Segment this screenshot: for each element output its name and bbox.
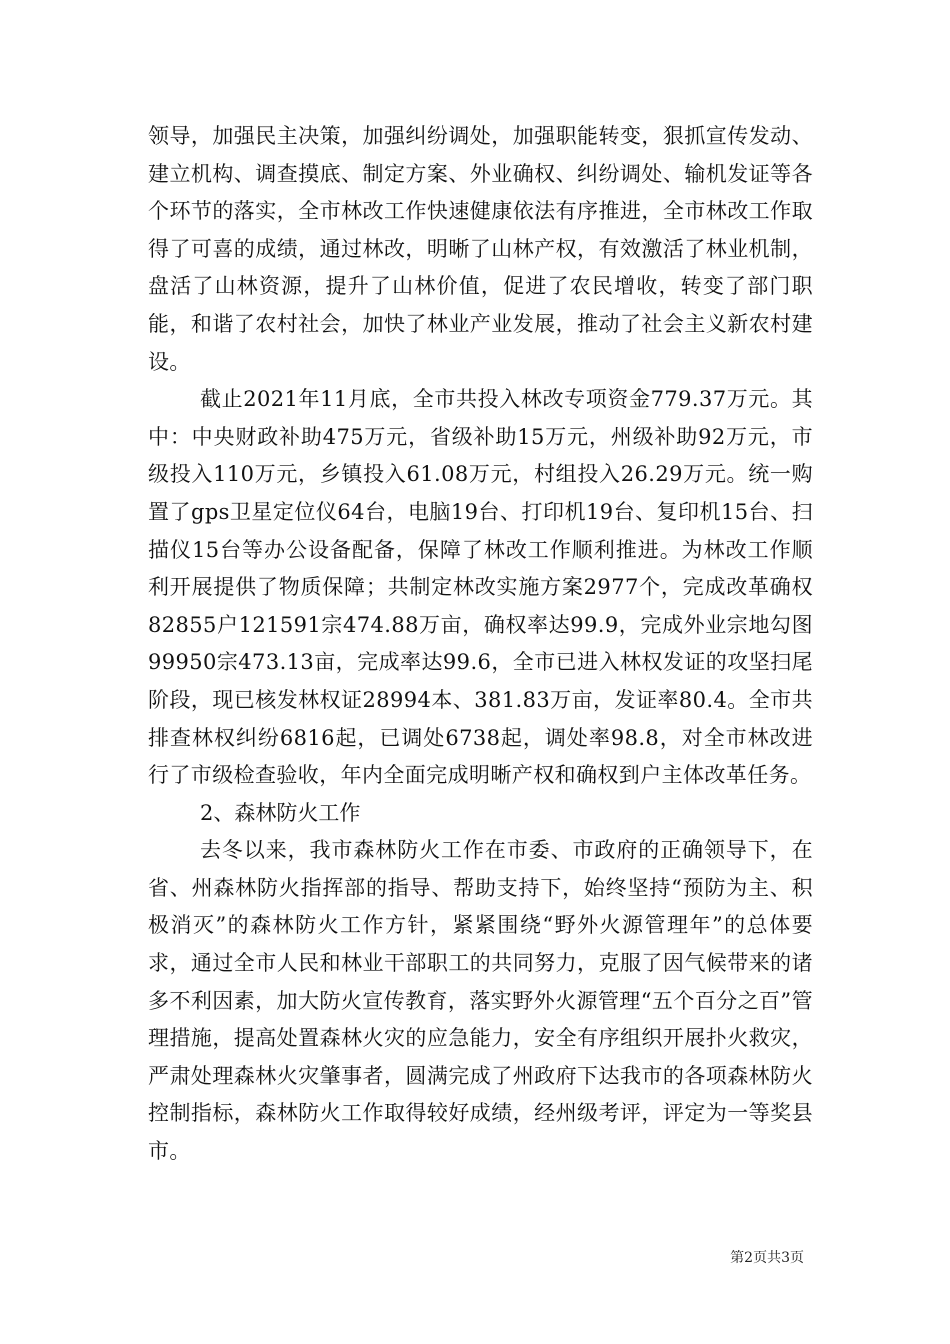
document-body [148, 118, 813, 1171]
section-heading-fire-prevention: 2、森林防火工作 [200, 800, 361, 825]
paragraph-fire-prevention: 去冬以来，我市森林防火工作在市委、市政府的正确领导下，在省、州森林防火指挥部的指导、帮助支持下，始终坚持“预防为主、积极消灭”的森林防火工作方针，紧紧围绕“野外火源管理年”的总体要求，通过全市人民和林业干部职工的共同努力，克服了因气候带来的诸多不利因素，加大防火宣传教育，落实野外火源管理“五个百分之百”管理措施，提高处置森林火灾的应急能力，安全有序组织开展扑火救灾，严肃处理森林火灾肇事者，圆满完成了州政府下达我市的各项森林防火控制指标，森林防火工作取得较好成绩，经州级考评，评定为一等奖县市。 [148, 838, 813, 1164]
page-number: 第2页共3页 [730, 1250, 804, 1266]
paragraph-forest-reform-summary: 领导，加强民主决策，加强纠纷调处，加强职能转变，狠抓宣传发动、建立机构、调查摸底、制定方案、外业确权、纠纷调处、输机发证等各个环节的落实，全市林改工作快速健康依法有序推进，全市林改工作取得了可喜的成绩，通过林改，明晰了山林产权，有效激活了林业机制，盘活了山林资源，提升了山林价值，促进了农民增收，转变了部门职能，和谐了农村社会，加快了林业产业发展，推动了社会主义新农村建设。 [148, 124, 813, 374]
paragraph-forest-reform-funding: 截止2021年11月底，全市共投入林改专项资金779.37万元。其中：中央财政补助475万元，省级补助15万元，州级补助92万元，市级投入110万元，乡镇投入61.08万元，村组投入26.29万元。统一购置了gps卫星定位仪64台，电脑19台、打印机19台、复印机15台、扫描仪15台等办公设备配备，保障了林改工作顺利推进。为林改工作顺利开展提供了物质保障；共制定林改实施方案2977个，完成改革确权82855户121591宗474.88万亩，确权率达99.9，完成外业宗地勾图99950宗473.13亩，完成率达99.6，全市已进入林权发证的攻坚扫尾阶段，现已核发林权证28994本、381.83万亩，发证率80.4。全市共排查林权纠纷6816起，已调处6738起，调处率98.8，对全市林改进行了市级检查验收，年内全面完成明晰产权和确权到户主体改革任务。 [148, 387, 813, 788]
